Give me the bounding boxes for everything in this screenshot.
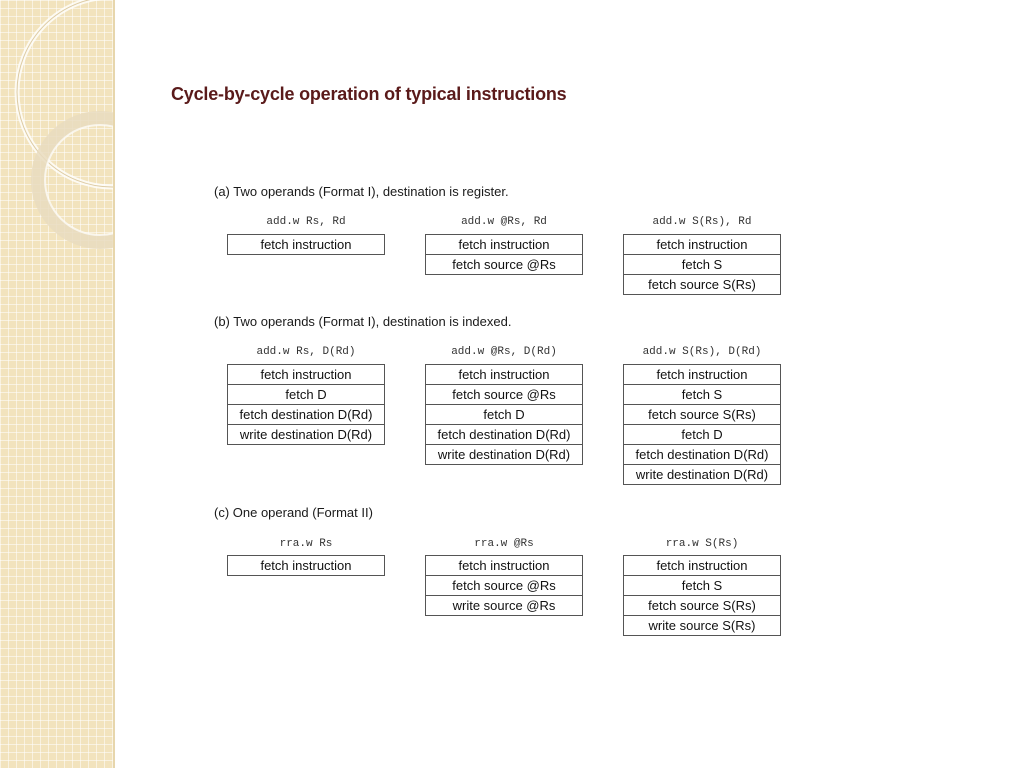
cycle-step-row bbox=[624, 405, 781, 425]
cycle-step-table bbox=[623, 555, 781, 636]
cycle-step: fetch S bbox=[624, 255, 781, 275]
cycle-step-table bbox=[227, 364, 385, 445]
cycle-step-row bbox=[426, 425, 583, 445]
cycle-step-row bbox=[624, 425, 781, 445]
cycle-step: fetch instruction bbox=[228, 365, 385, 385]
cycle-step: write destination D(Rd) bbox=[624, 465, 781, 485]
cycle-step: fetch instruction bbox=[228, 235, 385, 255]
cycle-step-table bbox=[227, 234, 385, 255]
slide-title: Cycle-by-cycle operation of typical instructions bbox=[171, 84, 567, 104]
cycle-step: fetch source @Rs bbox=[426, 255, 583, 275]
decorative-rings bbox=[0, 0, 113, 768]
cycle-step: write source S(Rs) bbox=[624, 616, 781, 636]
cycle-step-row bbox=[624, 445, 781, 465]
cycle-step-row bbox=[624, 385, 781, 405]
cycle-step: write source @Rs bbox=[426, 596, 583, 616]
cycle-step: fetch instruction bbox=[426, 556, 583, 576]
cycle-step-row bbox=[426, 235, 583, 255]
cycle-step-row bbox=[426, 255, 583, 275]
cycle-step: fetch instruction bbox=[426, 235, 583, 255]
cycle-step-table bbox=[623, 234, 781, 295]
section-heading: (b) Two operands (Format I), destination is indexed. bbox=[214, 314, 512, 329]
cycle-step: fetch destination D(Rd) bbox=[426, 425, 583, 445]
cycle-step-row bbox=[624, 255, 781, 275]
cycle-step-table bbox=[623, 364, 781, 485]
cycle-step-row bbox=[624, 616, 781, 636]
section-heading: (c) One operand (Format II) bbox=[214, 505, 373, 520]
cycle-step: fetch source @Rs bbox=[426, 576, 583, 596]
cycle-step: fetch S bbox=[624, 576, 781, 596]
cycle-step-row bbox=[624, 596, 781, 616]
cycle-step-table bbox=[425, 364, 583, 465]
cycle-step-row bbox=[228, 425, 385, 445]
cycle-step: fetch source S(Rs) bbox=[624, 405, 781, 425]
instruction-label: rra.w Rs bbox=[279, 538, 333, 550]
cycle-step-row bbox=[624, 235, 781, 255]
cycle-step: fetch destination D(Rd) bbox=[228, 405, 385, 425]
cycle-step-row bbox=[426, 385, 583, 405]
cycle-step-row bbox=[624, 576, 781, 596]
cycle-step: fetch instruction bbox=[426, 365, 583, 385]
instruction-label: rra.w @Rs bbox=[474, 538, 534, 550]
cycle-step-row bbox=[228, 235, 385, 255]
instruction-label: add.w @Rs, D(Rd) bbox=[451, 346, 557, 358]
cycle-step-row bbox=[624, 465, 781, 485]
cycle-step-row bbox=[426, 596, 583, 616]
cycle-step: fetch source @Rs bbox=[426, 385, 583, 405]
cycle-step: fetch D bbox=[426, 405, 583, 425]
cycle-step-row bbox=[228, 556, 385, 576]
cycle-step: fetch D bbox=[624, 425, 781, 445]
cycle-step-row bbox=[426, 445, 583, 465]
cycle-step-row bbox=[228, 365, 385, 385]
cycle-step-table bbox=[227, 555, 385, 576]
cycle-step: fetch instruction bbox=[624, 365, 781, 385]
cycle-step-row bbox=[426, 365, 583, 385]
instruction-label: rra.w S(Rs) bbox=[665, 538, 739, 550]
cycle-step-row bbox=[624, 365, 781, 385]
instruction-label: add.w Rs, D(Rd) bbox=[256, 346, 356, 358]
cycle-step-table bbox=[425, 555, 583, 616]
instruction-label: add.w S(Rs), D(Rd) bbox=[642, 346, 762, 358]
cycle-step: fetch instruction bbox=[228, 556, 385, 576]
cycle-step-row bbox=[426, 576, 583, 596]
decorative-sidebar bbox=[0, 0, 115, 768]
cycle-step-row bbox=[426, 556, 583, 576]
cycle-step-table bbox=[425, 234, 583, 275]
cycle-step: write destination D(Rd) bbox=[426, 445, 583, 465]
section-heading: (a) Two operands (Format I), destination is register. bbox=[214, 184, 509, 199]
cycle-step: fetch source S(Rs) bbox=[624, 275, 781, 295]
cycle-step: fetch instruction bbox=[624, 556, 781, 576]
cycle-step-row bbox=[228, 405, 385, 425]
cycle-step-row bbox=[228, 385, 385, 405]
cycle-step: fetch S bbox=[624, 385, 781, 405]
cycle-step: fetch instruction bbox=[624, 235, 781, 255]
cycle-step-row bbox=[624, 275, 781, 295]
cycle-step: write destination D(Rd) bbox=[228, 425, 385, 445]
cycle-step: fetch destination D(Rd) bbox=[624, 445, 781, 465]
cycle-step-row bbox=[426, 405, 583, 425]
cycle-step-row bbox=[624, 556, 781, 576]
cycle-step: fetch source S(Rs) bbox=[624, 596, 781, 616]
instruction-label: add.w S(Rs), Rd bbox=[652, 216, 752, 228]
cycle-step: fetch D bbox=[228, 385, 385, 405]
instruction-label: add.w Rs, Rd bbox=[266, 216, 346, 228]
instruction-label: add.w @Rs, Rd bbox=[461, 216, 547, 228]
